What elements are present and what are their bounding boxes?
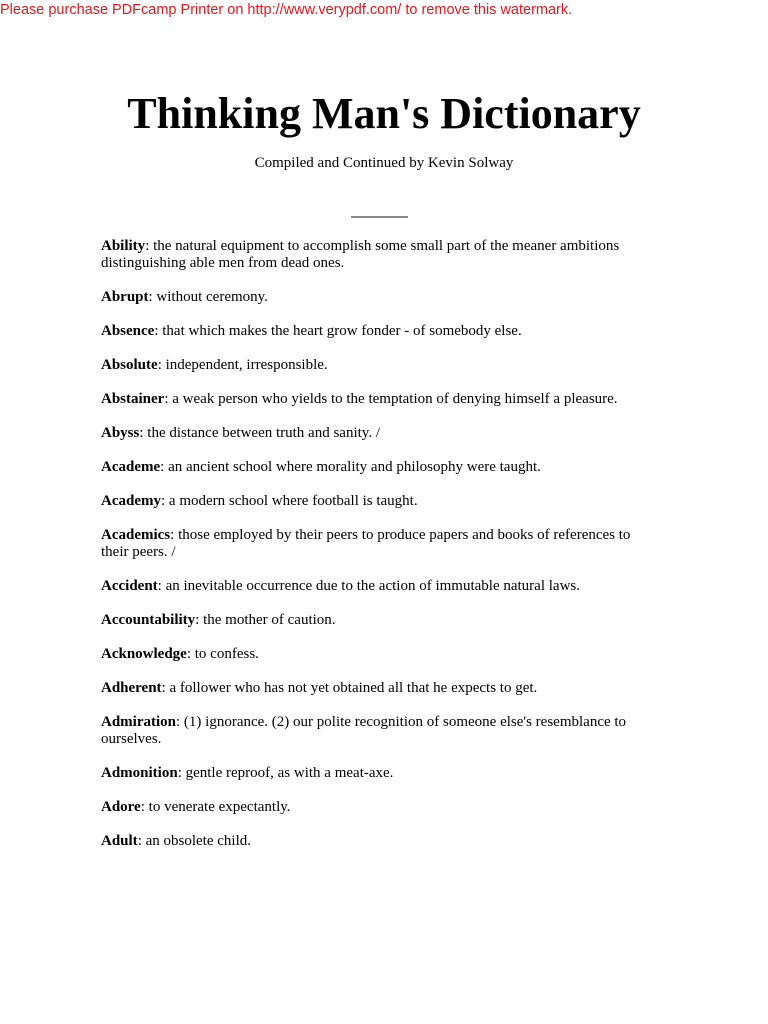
page-subtitle: Compiled and Continued by Kevin Solway <box>254 155 514 171</box>
dictionary-entry <box>101 289 661 306</box>
entry-term: Absolute <box>101 357 158 373</box>
dictionary-entry <box>101 799 661 816</box>
entry-term: Accountability <box>101 612 196 628</box>
entry-definition: : to confess. <box>186 646 259 662</box>
dictionary-entry <box>101 833 661 850</box>
entry-term: Admiration <box>101 714 176 730</box>
entry-term: Adherent <box>101 680 162 696</box>
entry-definition: : gentle reproof, as with a meat-axe. <box>177 765 394 781</box>
entry-definition: : a weak person who yields to the temptation of denying himself a pleasure. <box>164 391 618 407</box>
entry-term: Academy <box>101 493 161 509</box>
entry-definition: : an inevitable occurrence due to the action of immutable natural laws. <box>157 578 580 594</box>
entry-term: Admonition <box>101 765 178 781</box>
entry-definition: : that which makes the heart grow fonder - of somebody else. <box>154 323 522 339</box>
horizontal-rule <box>351 216 408 218</box>
dictionary-entry <box>101 527 661 561</box>
entry-definition: : to venerate expectantly. <box>140 799 291 815</box>
entry-term: Abrupt <box>101 289 149 305</box>
dictionary-entry <box>101 391 661 408</box>
entry-definition: : the distance between truth and sanity. / <box>139 425 380 441</box>
entry-definition: : (1) ignorance. (2) our polite recognition of someone else's resemblance to ourselves. <box>101 714 627 747</box>
entry-definition: : independent, irresponsible. <box>157 357 328 373</box>
entry-term: Academics <box>101 527 171 543</box>
watermark-link[interactable]: Please purchase PDFcamp Printer on http://www.verypdf.com/ to remove this watermark. <box>0 2 573 18</box>
entry-term: Abstainer <box>101 391 165 407</box>
entry-definition: : a modern school where football is taught. <box>161 493 418 509</box>
entry-definition: : those employed by their peers to produce papers and books of references to their peers. / <box>101 527 631 560</box>
dictionary-entry <box>101 765 661 782</box>
entry-term: Acknowledge <box>101 646 187 662</box>
dictionary-entry <box>101 323 661 340</box>
entry-term: Abyss <box>101 425 140 441</box>
entry-list <box>101 238 661 867</box>
dictionary-entry <box>101 425 661 442</box>
entry-term: Academe <box>101 459 161 475</box>
dictionary-entry <box>101 238 661 272</box>
dictionary-entry <box>101 646 661 663</box>
dictionary-entry <box>101 578 661 595</box>
entry-term: Adult <box>101 833 138 849</box>
dictionary-entry <box>101 612 661 629</box>
entry-term: Ability <box>101 238 146 254</box>
entry-definition: : a follower who has not yet obtained all that he expects to get. <box>161 680 538 696</box>
entry-definition: : an ancient school where morality and philosophy were taught. <box>160 459 541 475</box>
dictionary-entry <box>101 357 661 374</box>
entry-definition: : an obsolete child. <box>137 833 251 849</box>
entry-term: Accident <box>101 578 158 594</box>
dictionary-entry <box>101 459 661 476</box>
dictionary-entry <box>101 680 661 697</box>
page-title: Thinking Man's Dictionary <box>127 89 641 138</box>
dictionary-entry <box>101 714 661 748</box>
entry-term: Absence <box>101 323 155 339</box>
entry-term: Adore <box>101 799 141 815</box>
entry-definition: : the natural equipment to accomplish some small part of the meaner ambitions distinguishing able men from dead ones. <box>101 238 620 271</box>
dictionary-entry <box>101 493 661 510</box>
entry-definition: : without ceremony. <box>148 289 268 305</box>
entry-definition: : the mother of caution. <box>195 612 336 628</box>
